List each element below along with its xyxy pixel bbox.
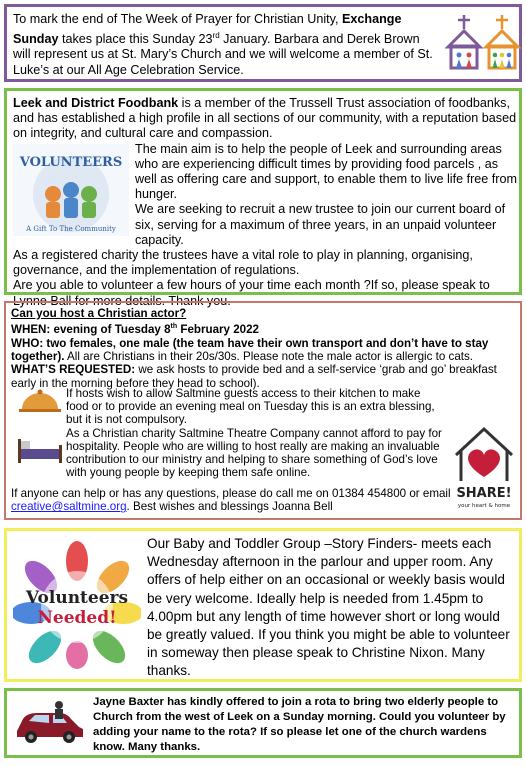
actor-contact	[11, 487, 451, 514]
actor-request-text: we ask hosts to provide bed and a self-service ‘grab and go’ breakfast early in the morning before they head to school).	[11, 363, 497, 390]
actor-when-suffix: th	[170, 323, 178, 331]
actor-hosting-header	[11, 307, 517, 390]
share-heart-home-logo	[452, 421, 516, 513]
volunteers-needed-line1: Volunteers	[25, 588, 129, 608]
share-logo-word: SHARE!	[456, 486, 512, 501]
actor-who	[11, 337, 517, 364]
unity-text-date: takes place this Sunday 23	[58, 31, 213, 46]
foodbank-volunteer-ask: Are you able to volunteer a few hours of your time each month ?If so, please speak to Lynne Ball for more details. Thank you.	[13, 278, 490, 308]
actor-when-year: February 2022	[177, 323, 260, 337]
foodbank-box	[4, 88, 522, 308]
volunteers-logo-image	[13, 144, 129, 236]
unity-notice-text	[13, 12, 438, 78]
church-orange-icon	[483, 13, 521, 71]
toddler-group-box	[4, 528, 522, 682]
foodbank-charity-role: As a registered charity the trustees have a vital role to play in planning, organising, governance, and the implementation of regulations.	[13, 248, 473, 278]
actor-hosts-kitchen: If hosts wish to allow Saltmine guests access to their kitchen to make food or to provide an evening meal on Tuesday this is an extra blessing, but it is not compulsory.	[66, 387, 435, 427]
actor-who-bold: WHO: two females, one male (the team have their own transport and don’t have to stay together).	[11, 336, 489, 364]
actor-when	[11, 320, 517, 336]
unity-text-start: To mark the end of The Week of Prayer for Christian Unity,	[13, 12, 342, 26]
heart-icon	[468, 449, 500, 477]
unity-text-end: January. Barbara and Derek Brown will represent us at St. Mary’s Church and we will welcome a member of St. Luke’s at our All Age Celebration Service.	[13, 31, 433, 77]
exchange-sunday-label: Exchange Sunday	[13, 12, 402, 46]
foodbank-aim: The main aim is to help the people of Leek and surrounding areas who are experiencing difficult times by providing food parcels , as well as offering care and support, to enable them to live life free from hunger.	[135, 141, 517, 202]
foodbank-intro-text: is a member of the Trussell Trust association of foodbanks, and has established a high profile in all sections of our community, with a reputation based on integrity, and cultural care and compassion.	[13, 96, 517, 141]
foodbank-trustee: We are seeking to recruit a new trustee to join our current board of six, serving for a maximum of three years, in an unpaid volunteer capacity.	[135, 202, 506, 247]
actor-hosting-box	[4, 301, 522, 520]
volunteers-logo-word: VOLUNTEERS	[19, 154, 123, 170]
unity-notice-box	[4, 4, 522, 82]
actor-when-text: WHEN: evening of Tuesday 8	[11, 323, 171, 337]
actor-details	[66, 387, 446, 479]
share-logo-subtitle: your heart & home	[457, 503, 511, 509]
actor-heading: Can you host a Christian actor?	[11, 307, 187, 320]
foodbank-intro	[13, 96, 517, 142]
unity-date-suffix: rd	[212, 30, 220, 40]
foodbank-name: Leek and District Foodbank	[13, 96, 179, 110]
toddler-group-text: Our Baby and Toddler Group –Story Finders- meets each Wednesday afternoon in the parlour and upper room. Any offers of help either on an occasional or weekly basis would be very welcome. Ideally help is needed from 1.45pm to 4.00pm but any length of time however short or long would be greatly valued. If you think you might be able to volunteer in someway then please speak to Christine Nixon. Many thanks.	[147, 536, 510, 679]
bed-icon	[18, 439, 62, 463]
actor-contact-text: If anyone can help or has any questions, please do call me on 01384 454800 or email	[11, 487, 451, 500]
meal-dome-icon	[19, 390, 61, 413]
church-rota-box	[4, 688, 522, 758]
volunteers-needed-line2: Needed!	[37, 608, 117, 628]
church-purple-icon	[445, 13, 483, 71]
volunteers-logo-subtitle: A Gift To The Community	[26, 224, 116, 233]
foodbank-text	[13, 96, 517, 309]
hosting-icons	[16, 389, 66, 499]
actor-request-label: WHAT’S REQUESTED:	[11, 363, 136, 377]
actor-contact-signoff: . Best wishes and blessings Joanna Bell	[126, 500, 333, 514]
volunteers-needed-image	[13, 541, 141, 669]
actor-who-rest: All are Christians in their 20s/30s. Please note the male actor is allergic to cats.	[64, 350, 474, 364]
saltmine-email-link[interactable]: creative@saltmine.org	[11, 500, 127, 514]
car-driver-icon	[13, 699, 87, 747]
actor-charity-note: As a Christian charity Saltmine Theatre Company cannot afford to pay for hospitality. People who are willing to host really are making an invaluable contribution to our ministry and helping to share something of God’s love with young people by keeping them safe online.	[66, 426, 442, 480]
church-rota-text: Jayne Baxter has kindly offered to join a rota to bring two elderly people to Church from the west of Leek on a Sunday morning. Could you volunteer by adding your name to the rota? If so please let one of the church wardens know. Many thanks.	[93, 696, 506, 753]
